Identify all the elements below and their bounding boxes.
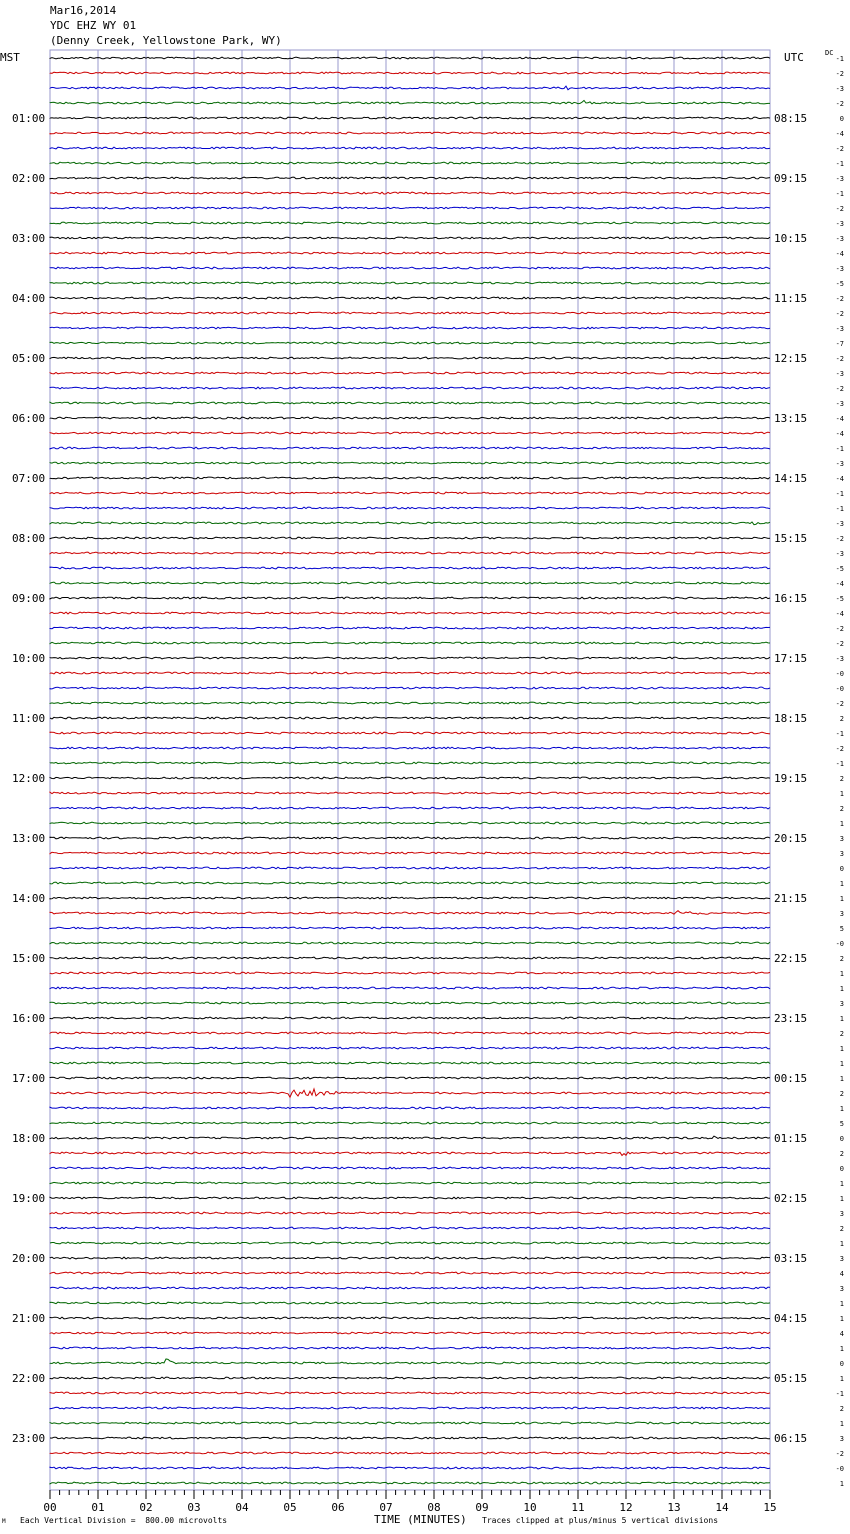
dc-offset-value: -2 (835, 205, 844, 213)
dc-offset-value: -4 (835, 415, 844, 423)
dc-offset-value: 4 (839, 1270, 844, 1278)
dc-offset-value: -0 (835, 940, 844, 948)
trace-line (50, 1302, 770, 1304)
trace-line (50, 987, 770, 989)
minute-tick-label: 13 (667, 1501, 681, 1514)
dc-offset-value: 4 (839, 1330, 844, 1338)
trace-line (50, 1032, 770, 1034)
minute-tick-label: 00 (43, 1501, 57, 1514)
trace-line (50, 837, 770, 839)
trace-line (50, 1089, 770, 1097)
utc-hour-label: 04:15 (774, 1312, 808, 1325)
trace-line (50, 792, 770, 794)
utc-hour-label: 12:15 (774, 352, 808, 365)
trace-line (50, 1317, 770, 1319)
trace-line (50, 132, 770, 134)
clip-note: Traces clipped at plus/minus 5 vertical divisions (482, 1516, 719, 1525)
trace-line (50, 1167, 770, 1169)
utc-hour-labels (774, 112, 807, 1445)
dc-offset-value: 1 (839, 1180, 844, 1188)
minute-tick-label: 09 (475, 1501, 489, 1514)
utc-hour-label: 15:15 (774, 532, 808, 545)
dc-offset-value: -1 (835, 505, 844, 513)
dc-offset-value: -3 (835, 265, 844, 273)
trace-line (50, 447, 770, 449)
trace-line (50, 942, 770, 944)
dc-offset-value: 2 (839, 955, 844, 963)
dc-offset-value: -4 (835, 580, 844, 588)
trace-line (50, 597, 770, 599)
trace-line (50, 357, 770, 359)
trace-line (50, 822, 770, 824)
station-location: (Denny Creek, Yellowstone Park, WY) (50, 34, 282, 47)
dc-offset-value: 3 (839, 1435, 844, 1443)
mst-hour-label: 01:00 (12, 112, 46, 125)
trace-line (50, 732, 770, 734)
utc-hour-label: 21:15 (774, 892, 808, 905)
dc-offset-value: -3 (835, 520, 844, 528)
trace-line (50, 1332, 770, 1334)
utc-hour-label: 11:15 (774, 292, 808, 305)
mst-hour-label: 06:00 (12, 412, 46, 425)
trace-line (50, 1242, 770, 1244)
dc-offset-value: -2 (835, 355, 844, 363)
utc-hour-label: 20:15 (774, 832, 808, 845)
trace-line (50, 297, 770, 299)
trace-line (50, 867, 770, 869)
trace-line (50, 1392, 770, 1394)
dc-offset-value: -0 (835, 670, 844, 678)
dc-offset-value: -2 (835, 295, 844, 303)
trace-line (50, 492, 770, 494)
mst-hour-label: 05:00 (12, 352, 46, 365)
trace-line (50, 552, 770, 554)
utc-hour-label: 05:15 (774, 1372, 808, 1385)
dc-offset-value: -3 (835, 235, 844, 243)
utc-hour-label: 01:15 (774, 1132, 808, 1145)
trace-line (50, 86, 770, 90)
trace-line (50, 1227, 770, 1229)
dc-offset-value: 0 (839, 865, 844, 873)
trace-line (50, 882, 770, 884)
dc-offset-value: -1 (835, 445, 844, 453)
dc-offset-value: 2 (839, 1030, 844, 1038)
trace-line (50, 1197, 770, 1199)
utc-hour-label: 00:15 (774, 1072, 808, 1085)
time-axis (43, 1490, 776, 1514)
minute-tick-label: 07 (379, 1501, 393, 1514)
utc-hour-label: 23:15 (774, 1012, 808, 1025)
dc-offset-value: 1 (839, 1105, 844, 1113)
dc-offset-value: 1 (839, 1060, 844, 1068)
dc-offset-value: 2 (839, 1090, 844, 1098)
trace-line (50, 327, 770, 329)
dc-offset-value: -2 (835, 70, 844, 78)
mst-hour-label: 10:00 (12, 652, 46, 665)
trace-line (50, 402, 770, 404)
trace-line (50, 1017, 770, 1019)
dc-offset-value: 1 (839, 1480, 844, 1488)
trace-line (50, 957, 770, 959)
dc-offset-value: -7 (835, 340, 844, 348)
dc-offset-value: -1 (835, 1390, 844, 1398)
trace-line (50, 252, 770, 254)
mst-hour-label: 11:00 (12, 712, 46, 725)
dc-offset-value: -2 (835, 385, 844, 393)
utc-hour-label: 16:15 (774, 592, 808, 605)
dc-offset-value: -2 (835, 700, 844, 708)
mst-hour-label: 16:00 (12, 1012, 46, 1025)
trace-line (50, 702, 770, 704)
trace-line (50, 897, 770, 899)
trace-line (50, 312, 770, 314)
dc-offset-value: -3 (835, 655, 844, 663)
mst-hour-label: 17:00 (12, 1072, 46, 1085)
dc-offset-value: 0 (839, 1135, 844, 1143)
dc-offset-value: 1 (839, 1045, 844, 1053)
dc-offset-value: -1 (835, 160, 844, 168)
minute-tick-label: 11 (571, 1501, 585, 1514)
dc-offset-value: -3 (835, 85, 844, 93)
utc-hour-label: 09:15 (774, 172, 808, 185)
dc-offset-value: -3 (835, 460, 844, 468)
mst-hour-label: 22:00 (12, 1372, 46, 1385)
minute-tick-label: 08 (427, 1501, 441, 1514)
mst-hour-label: 09:00 (12, 592, 46, 605)
minute-tick-label: 06 (331, 1501, 345, 1514)
utc-hour-label: 14:15 (774, 472, 808, 485)
trace-line (50, 432, 770, 434)
mst-hour-label: 12:00 (12, 772, 46, 785)
mst-hour-label: 02:00 (12, 172, 46, 185)
dc-offset-value: 2 (839, 775, 844, 783)
dc-offset-value: -4 (835, 610, 844, 618)
dc-offset-value: 1 (839, 820, 844, 828)
trace-line (50, 417, 770, 419)
station-id: YDC EHZ WY 01 (50, 19, 137, 32)
mst-hour-label: 23:00 (12, 1432, 46, 1445)
trace-line (50, 1152, 770, 1156)
mst-hour-labels (12, 112, 45, 1445)
mst-hour-label: 03:00 (12, 232, 46, 245)
trace-line (50, 1377, 770, 1379)
trace-line (50, 222, 770, 224)
dc-offset-value: 2 (839, 1150, 844, 1158)
trace-line (50, 582, 770, 584)
mst-hour-label: 13:00 (12, 832, 46, 845)
trace-line (50, 372, 770, 374)
left-timezone-label: MST (0, 51, 20, 64)
minute-tick-label: 15 (763, 1501, 777, 1514)
dc-offset-value: -3 (835, 550, 844, 558)
dc-offset-value: 0 (839, 1165, 844, 1173)
dc-offset-value: 1 (839, 970, 844, 978)
dc-offset-value: -3 (835, 325, 844, 333)
dc-offset-value: -1 (835, 730, 844, 738)
mst-hour-label: 04:00 (12, 292, 46, 305)
dc-offset-value: 1 (839, 790, 844, 798)
trace-line (50, 282, 770, 284)
dc-offset-value: -1 (835, 190, 844, 198)
dc-offset-value: 2 (839, 1405, 844, 1413)
trace-line (50, 1212, 770, 1214)
trace-line (50, 567, 770, 569)
dc-offset-value: 1 (839, 1195, 844, 1203)
trace-line (50, 672, 770, 674)
trace-line (50, 627, 770, 629)
minute-tick-label: 10 (523, 1501, 537, 1514)
utc-hour-label: 22:15 (774, 952, 808, 965)
trace-line (50, 57, 770, 59)
trace-line (50, 612, 770, 614)
mst-hour-label: 08:00 (12, 532, 46, 545)
trace-line (50, 1257, 770, 1259)
dc-offset-value: 1 (839, 1420, 844, 1428)
trace-line (50, 1077, 770, 1079)
dc-offset-value: -2 (835, 640, 844, 648)
minute-tick-label: 01 (91, 1501, 105, 1514)
mst-hour-label: 20:00 (12, 1252, 46, 1265)
mst-hour-label: 14:00 (12, 892, 46, 905)
dc-offset-value: -4 (835, 430, 844, 438)
trace-line (50, 1482, 770, 1484)
dc-offset-value: -2 (835, 100, 844, 108)
trace-line (50, 777, 770, 779)
dc-offset-value: 1 (839, 1240, 844, 1248)
dc-offset-value: -2 (835, 310, 844, 318)
trace-line (50, 717, 770, 719)
dc-offset-value: 1 (839, 1315, 844, 1323)
trace-line (50, 1287, 770, 1289)
trace-line (50, 1359, 770, 1364)
minute-tick-label: 04 (235, 1501, 249, 1514)
trace-line (50, 147, 770, 149)
utc-hour-label: 06:15 (774, 1432, 808, 1445)
dc-offset-value: -1 (835, 760, 844, 768)
dc-offset-value: -3 (835, 220, 844, 228)
utc-hour-label: 18:15 (774, 712, 808, 725)
dc-offset-value: -1 (835, 490, 844, 498)
trace-line (50, 762, 770, 764)
trace-line (50, 1062, 770, 1064)
mst-hour-label: 15:00 (12, 952, 46, 965)
mst-hour-label: 19:00 (12, 1192, 46, 1205)
utc-hour-label: 08:15 (774, 112, 808, 125)
right-timezone-label: UTC (784, 51, 804, 64)
utc-hour-label: 10:15 (774, 232, 808, 245)
trace-line (50, 927, 770, 929)
dc-offset-value: 0 (839, 1360, 844, 1368)
trace-line (50, 342, 770, 344)
trace-line (50, 972, 770, 974)
dc-offset-value: 1 (839, 1075, 844, 1083)
time-axis-label: TIME (MINUTES) (374, 1513, 467, 1526)
dc-offset-value: 2 (839, 715, 844, 723)
trace-line (50, 1437, 770, 1439)
dc-offset-value: -3 (835, 175, 844, 183)
trace-line (50, 101, 770, 104)
trace-line (50, 1122, 770, 1124)
dc-offset-value: 1 (839, 1300, 844, 1308)
dc-offset-value: 5 (839, 1120, 844, 1128)
trace-line (50, 162, 770, 164)
trace-line (50, 1407, 770, 1409)
trace-line (50, 1422, 770, 1424)
dc-offset-value: 3 (839, 835, 844, 843)
minute-tick-label: 05 (283, 1501, 297, 1514)
mst-hour-label: 07:00 (12, 472, 46, 485)
trace-line (50, 537, 770, 539)
dc-offset-value: 1 (839, 895, 844, 903)
dc-offset-value: -2 (835, 745, 844, 753)
dc-offset-value: 3 (839, 850, 844, 858)
utc-hour-label: 03:15 (774, 1252, 808, 1265)
trace-line (50, 522, 770, 525)
trace-line (50, 687, 770, 689)
dc-offset-value: 2 (839, 1225, 844, 1233)
dc-offset-value: -4 (835, 475, 844, 483)
trace-line (50, 207, 770, 209)
trace-line (50, 507, 770, 509)
dc-offset-value: 3 (839, 1285, 844, 1293)
seismic-traces (50, 57, 770, 1484)
trace-line (50, 657, 770, 659)
trace-line (50, 1452, 770, 1454)
dc-offset-value: -4 (835, 250, 844, 258)
trace-line (50, 911, 770, 915)
corner-mark: M (2, 1518, 6, 1525)
trace-line (50, 1107, 770, 1109)
trace-line (50, 387, 770, 389)
trace-line (50, 807, 770, 809)
dc-offset-value: 1 (839, 1015, 844, 1023)
dc-offset-value: -5 (835, 280, 844, 288)
trace-line (50, 1136, 770, 1139)
trace-line (50, 1272, 770, 1274)
trace-line (50, 267, 770, 269)
dc-offset-value: 2 (839, 805, 844, 813)
utc-hour-label: 19:15 (774, 772, 808, 785)
trace-line (50, 72, 770, 74)
dc-offset-value: 3 (839, 910, 844, 918)
dc-offset-value: -2 (835, 625, 844, 633)
dc-offset-value: 1 (839, 880, 844, 888)
dc-offset-value: -0 (835, 1465, 844, 1473)
trace-line (50, 1182, 770, 1184)
mst-hour-label: 21:00 (12, 1312, 46, 1325)
dc-offset-value: -2 (835, 145, 844, 153)
trace-line (50, 852, 770, 854)
trace-line (50, 747, 770, 749)
mst-hour-label: 18:00 (12, 1132, 46, 1145)
dc-offset-value: -2 (835, 535, 844, 543)
minute-tick-label: 14 (715, 1501, 729, 1514)
trace-line (50, 1002, 770, 1004)
plot-date: Mar16,2014 (50, 4, 117, 17)
dc-offset-value: -3 (835, 400, 844, 408)
trace-line (50, 1347, 770, 1349)
utc-hour-label: 02:15 (774, 1192, 808, 1205)
dc-offset-value: 3 (839, 1210, 844, 1218)
dc-offset-header: DC (825, 49, 834, 57)
trace-line (50, 462, 770, 464)
dc-offset-value: -3 (835, 370, 844, 378)
utc-hour-label: 13:15 (774, 412, 808, 425)
dc-offset-value: -4 (835, 130, 844, 138)
dc-offset-value: 3 (839, 1000, 844, 1008)
minute-tick-label: 03 (187, 1501, 201, 1514)
vertical-scale-note: Each Vertical Division = 800.00 microvolts (20, 1516, 228, 1525)
dc-offset-value: 1 (839, 1375, 844, 1383)
trace-line (50, 237, 770, 239)
utc-hour-label: 17:15 (774, 652, 808, 665)
dc-offset-value: -0 (835, 685, 844, 693)
dc-offset-value: -5 (835, 565, 844, 573)
dc-offset-value: 1 (839, 985, 844, 993)
dc-offset-value: 3 (839, 1255, 844, 1263)
minute-tick-label: 12 (619, 1501, 633, 1514)
trace-line (50, 477, 770, 479)
trace-line (50, 1047, 770, 1049)
trace-line (50, 192, 770, 194)
dc-offset-value: 1 (839, 1345, 844, 1353)
trace-line (50, 642, 770, 644)
dc-offset-value: -1 (835, 55, 844, 63)
dc-offset-value: -2 (835, 1450, 844, 1458)
dc-offset-value: -5 (835, 595, 844, 603)
trace-line (50, 177, 770, 179)
dc-offset-labels (836, 55, 844, 1488)
dc-offset-value: 5 (839, 925, 844, 933)
minute-tick-label: 02 (139, 1501, 153, 1514)
trace-line (50, 117, 770, 119)
trace-line (50, 1467, 770, 1469)
dc-offset-value: 0 (839, 115, 844, 123)
